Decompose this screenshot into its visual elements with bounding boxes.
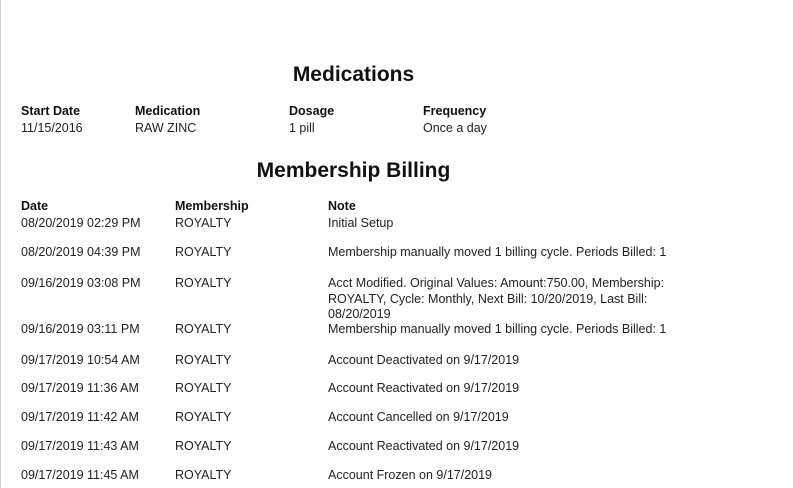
billing-membership: ROYALTY <box>175 276 232 290</box>
billing-membership: ROYALTY <box>175 216 232 230</box>
header-frequency: Frequency <box>423 104 487 118</box>
billing-note: Account Frozen on 9/17/2019 <box>328 468 493 482</box>
billing-note: Account Cancelled on 9/17/2019 <box>328 410 509 424</box>
billing-note: Account Deactivated on 9/17/2019 <box>328 353 520 367</box>
billing-membership: ROYALTY <box>175 439 232 453</box>
header-dosage: Dosage <box>289 104 335 118</box>
billing-row <box>21 439 683 455</box>
header-start-date: Start Date <box>21 104 81 118</box>
billing-date: 09/17/2019 11:36 AM <box>21 381 139 395</box>
billing-date: 09/17/2019 10:54 AM <box>21 353 140 367</box>
medication-frequency: Once a day <box>423 121 487 135</box>
medications-table <box>21 103 573 137</box>
billing-row <box>21 216 683 232</box>
billing-header-row <box>21 198 701 214</box>
billing-row <box>21 410 683 426</box>
billing-membership: ROYALTY <box>175 322 232 336</box>
billing-date: 09/17/2019 11:43 AM <box>21 439 139 453</box>
billing-date: 08/20/2019 04:39 PM <box>21 245 141 259</box>
billing-date: 09/16/2019 03:11 PM <box>21 322 140 336</box>
medications-header-row <box>21 103 573 120</box>
billing-membership: ROYALTY <box>175 381 232 395</box>
billing-row <box>21 322 683 338</box>
billing-row <box>21 353 683 369</box>
billing-row <box>21 468 683 484</box>
header-date: Date <box>21 199 49 213</box>
billing-date: 09/16/2019 03:08 PM <box>21 276 141 290</box>
billing-membership: ROYALTY <box>175 353 232 367</box>
billing-note: Membership manually moved 1 billing cycle. Periods Billed: 1 <box>328 322 667 336</box>
header-medication: Medication <box>135 104 201 118</box>
header-membership: Membership <box>175 199 249 213</box>
header-note: Note <box>328 199 356 213</box>
billing-note: Acct Modified. Original Values: Amount:750.00, Membership: ROYALTY, Cycle: Monthly, Next Bill: 10/20/2019, Last Bill: 08/20/2019 <box>328 276 665 321</box>
billing-row <box>21 276 683 323</box>
medication-row <box>21 120 573 137</box>
medication-start-date: 11/15/2016 <box>21 121 83 135</box>
billing-membership: ROYALTY <box>175 468 232 482</box>
billing-date: 08/20/2019 02:29 PM <box>21 216 141 230</box>
medication-dosage: 1 pill <box>289 121 315 135</box>
billing-note: Initial Setup <box>328 216 394 230</box>
billing-note: Account Reactivated on 9/17/2019 <box>328 381 520 395</box>
billing-row <box>21 381 683 397</box>
medications-title: Medications <box>292 63 415 86</box>
billing-membership: ROYALTY <box>175 245 232 259</box>
medication-name: RAW ZINC <box>135 121 197 135</box>
billing-membership: ROYALTY <box>175 410 232 424</box>
billing-note: Membership manually moved 1 billing cycle. Periods Billed: 1 <box>328 245 667 259</box>
billing-note: Account Reactivated on 9/17/2019 <box>328 439 520 453</box>
billing-date: 09/17/2019 11:42 AM <box>21 410 139 424</box>
membership-billing-title: Membership Billing <box>256 159 451 182</box>
billing-row <box>21 245 683 261</box>
billing-table <box>21 198 701 482</box>
billing-date: 09/17/2019 11:45 AM <box>21 468 139 482</box>
